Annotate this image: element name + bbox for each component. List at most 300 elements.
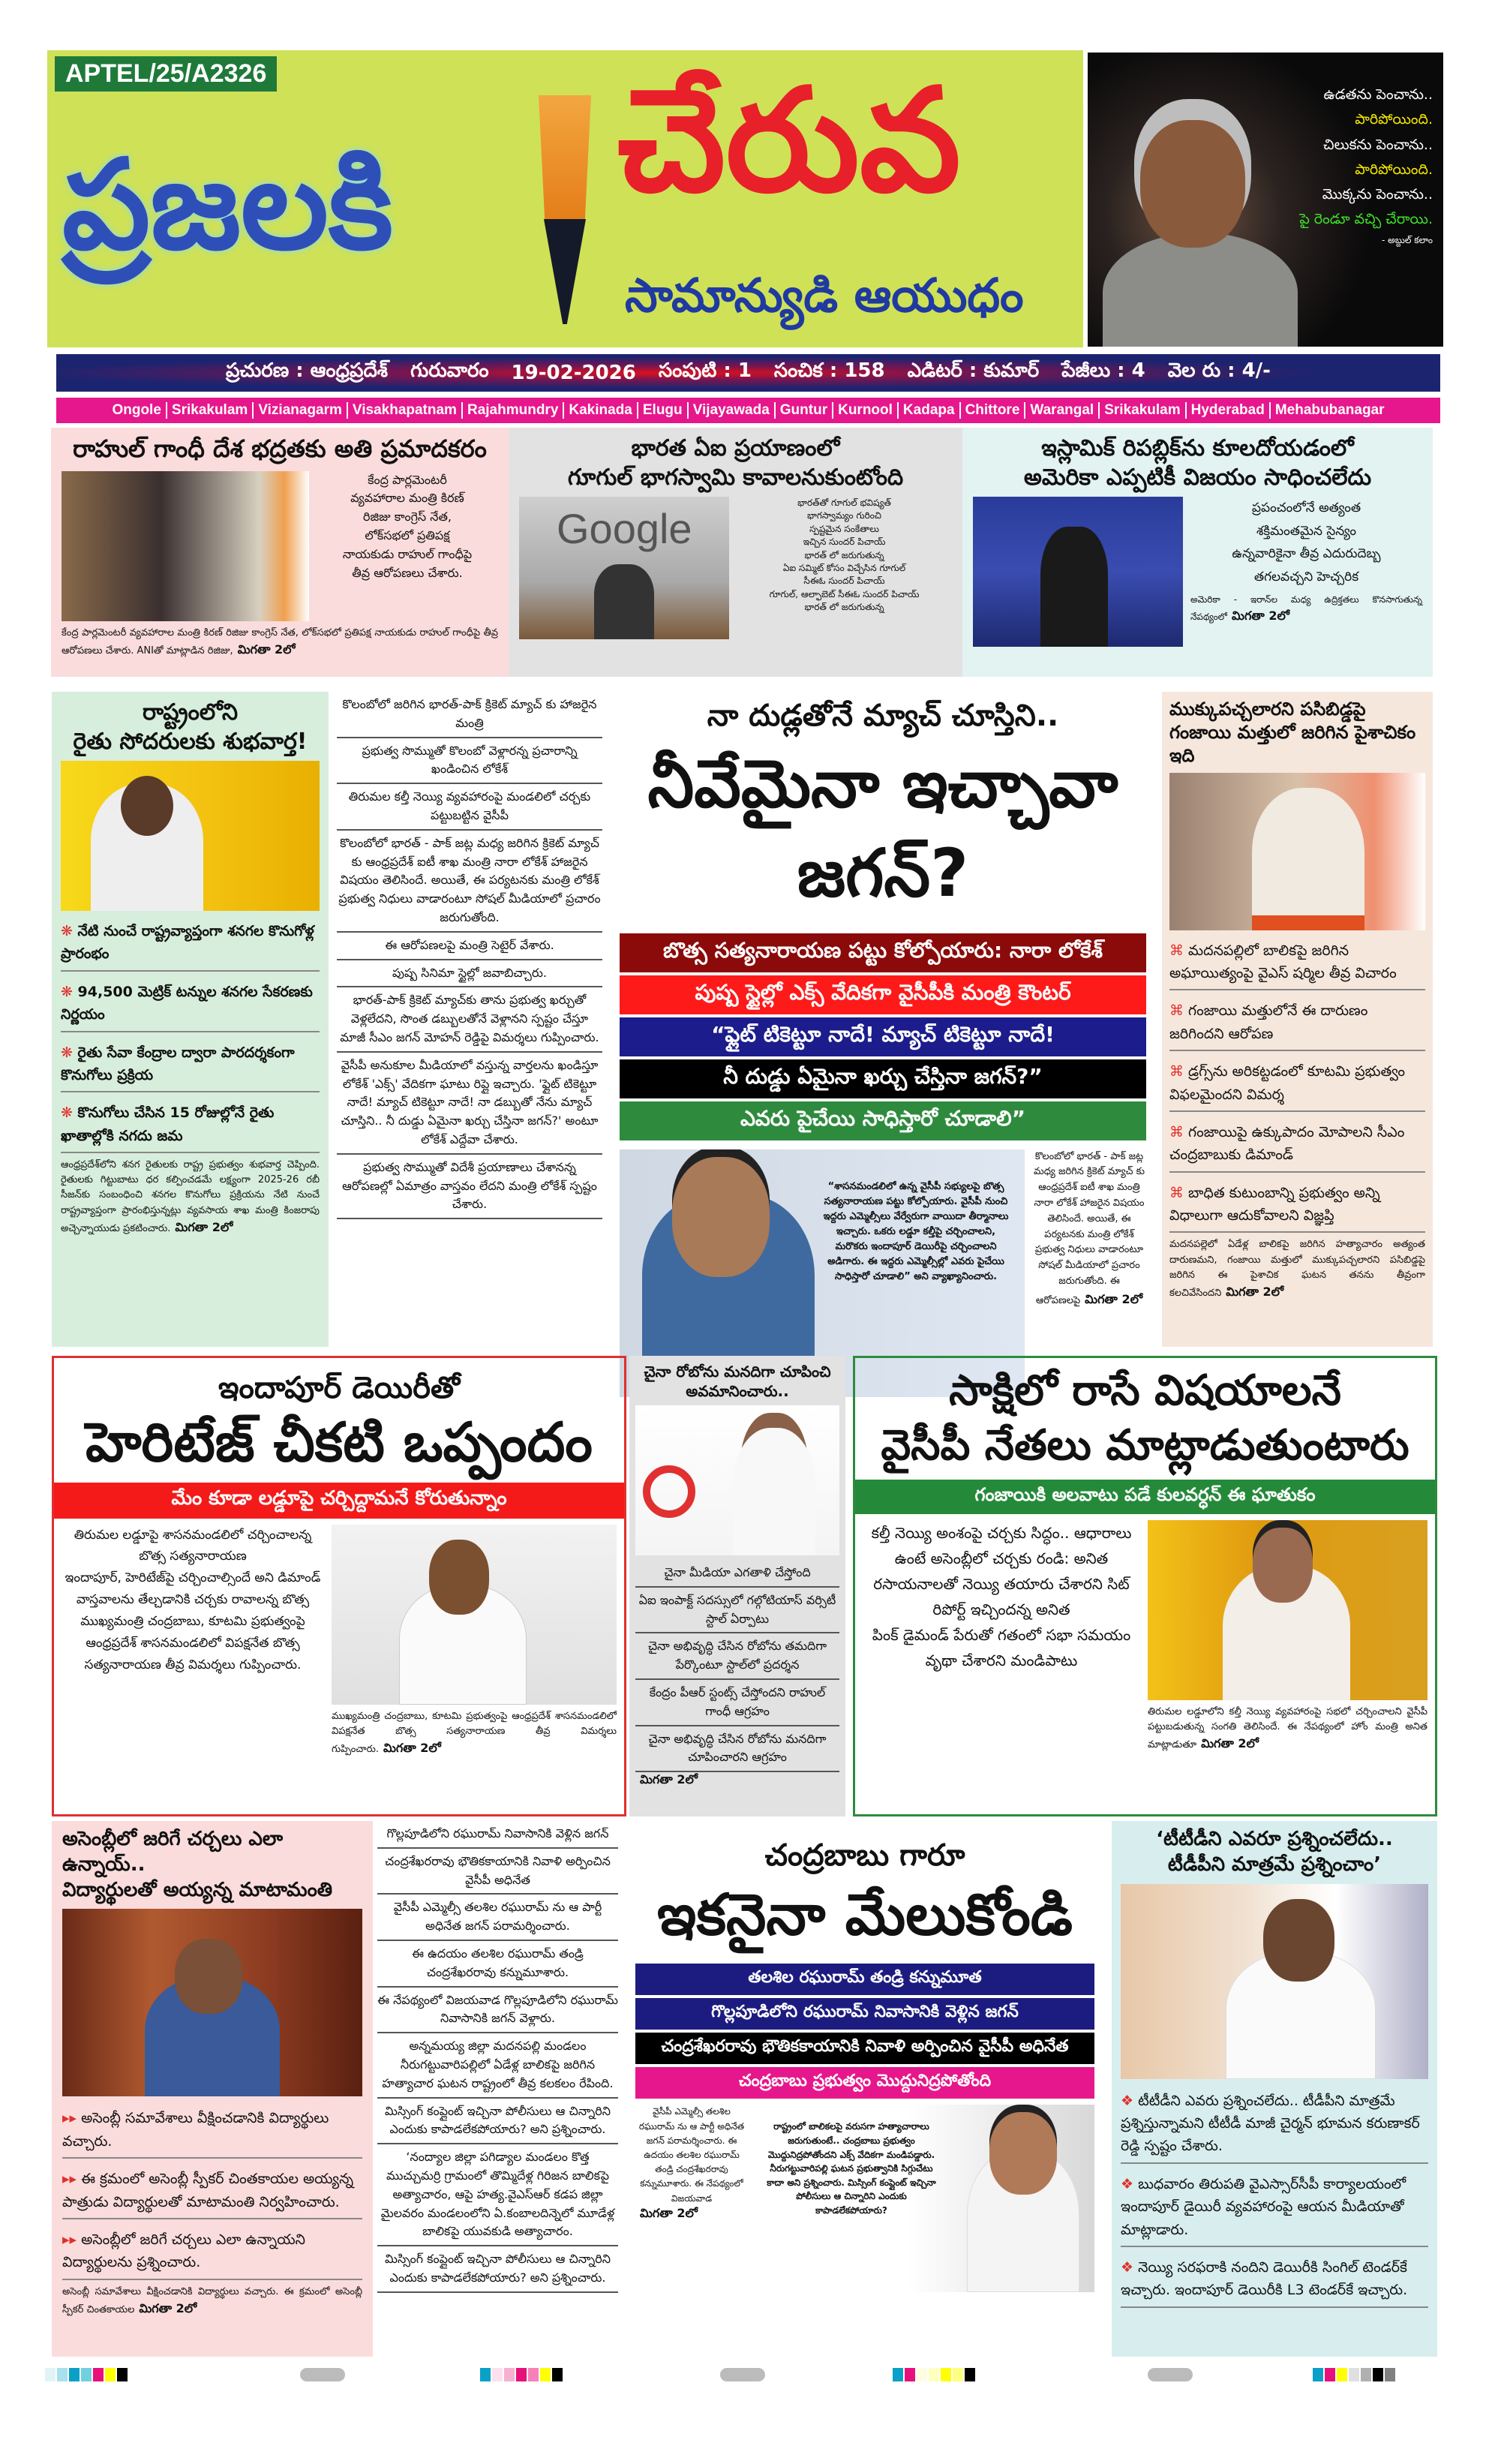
item-text: నాయకుడు రాహుల్ గాంధీపై bbox=[342, 546, 473, 561]
continued-label[interactable]: మిగతా 2లో bbox=[383, 1740, 441, 1755]
item-text: వైసీపీ ఎమ్మెల్సీ తలశిల రఘురామ్ ను ఆ పార్టీ అధినేత జగన్ పరామర్శించారు. bbox=[393, 1900, 602, 1934]
bullet-item bbox=[1169, 1177, 1425, 1234]
publication-place: ప్రచురణ : ఆంధ్రప్రదేశ్ bbox=[226, 359, 389, 382]
bullet-icon: ❋ bbox=[61, 983, 78, 1000]
item-text: Guntur bbox=[779, 402, 828, 418]
item-text: వాస్తవాలను తేల్చడానికి చర్చకు రావాలన్న బొత్స bbox=[76, 1592, 310, 1608]
city-link[interactable] bbox=[563, 402, 636, 419]
bullet-icon: ❖ bbox=[1121, 2175, 1139, 2192]
bullet-item bbox=[1121, 2252, 1428, 2308]
item-text: అసెంబ్లీ సమావేశాలు వీక్షించడానికి విద్యార్థులు వచ్చారు. bbox=[62, 2110, 329, 2150]
body-text: కేంద్ర పార్లమెంటరీ వ్యవహారాల మంత్రి కిరణ్ రిజిజు కాంగ్రెస్ నేత, లోక్‌సభలో ప్రతిపక్ష నాయకుడు రాహుల్ గాంధీపై తీవ్ర ఆరోపణలు చేశారు. ANIతో మాట్లాడిన రిజిజు, bbox=[62, 627, 498, 657]
item-text: కేంద్ర పార్లమెంటరీ bbox=[368, 472, 447, 487]
article-cbn-wake-up bbox=[626, 1821, 1103, 2357]
text-line bbox=[317, 471, 498, 490]
photo-ys-jagan bbox=[754, 2105, 1094, 2292]
headline[interactable]: నీవేమైనా ఇచ్చావా జగన్? bbox=[647, 745, 1118, 912]
side-text bbox=[863, 1520, 1140, 1753]
bullet-item bbox=[1169, 1116, 1425, 1173]
lokesh-column-text bbox=[337, 692, 602, 1347]
body bbox=[1169, 1237, 1425, 1301]
bullet-item bbox=[1121, 2085, 1428, 2164]
body-text: అమెరికా - ఇరాన్‌ల మధ్య ఉద్రిక్తతలు కొనసాగుతున్న నేపథ్యంలో bbox=[1190, 594, 1422, 622]
headline-strip bbox=[620, 1059, 1146, 1098]
bullet-icon: ▸▸ bbox=[62, 2171, 82, 2188]
photo-rahul-gandhi bbox=[635, 1405, 839, 1555]
text-paragraph bbox=[377, 1941, 618, 1988]
article-google-ai bbox=[509, 428, 962, 677]
headline-strip: గంజాయికి అలవాటు పడే కులవర్ధన్ ఈ ఘాతుకం bbox=[855, 1480, 1435, 1514]
item-text: ముఖ్యమంత్రి చంద్రబాబు, కూటమి ప్రభుత్వంపై ఆంధ్రప్రదేశ్ శాసనమండలిలో విపక్షనేత బొత్స సత్యనారాయణ తీవ్ర విమర్శలు గుప్పించారు. bbox=[80, 1614, 305, 1672]
bullet-list bbox=[62, 2102, 362, 2279]
text-line bbox=[635, 1680, 839, 1726]
city-link[interactable] bbox=[1185, 402, 1269, 419]
item-text: కొనుగోలు చేసిన 15 రోజుల్లోనే రైతు ఖాతాల్లోకి నగదు జమ bbox=[61, 1104, 275, 1144]
headline[interactable]: సాక్షిలో రాసే విషయాలనే వైసీపీ నేతలు మాట్లాడుతుంటారు bbox=[881, 1366, 1409, 1470]
headline[interactable]: చైనా రోబోను మనదిగా చూపించి అవమానించారు.. bbox=[644, 1363, 831, 1400]
item-text: ఈ ఆరోపణలపై మంత్రి సెటైర్ వేశారు. bbox=[385, 937, 554, 952]
text-paragraph bbox=[337, 933, 602, 960]
quote-line: మొక్కను పెంచాను.. bbox=[1322, 186, 1433, 203]
item-text: భారత్ లో జరుగుతున్న bbox=[804, 549, 884, 560]
caption-text: ముఖ్యమంత్రి చంద్రబాబు, కూటమి ప్రభుత్వంపై ఆంధ్రప్రదేశ్ శాసనమండలిలో విపక్షనేత బొత్స సత్యనారాయణ తీవ్ర విమర్శలు గుప్పించారు. bbox=[332, 1710, 617, 1755]
text-paragraph bbox=[337, 1053, 602, 1155]
headline[interactable]: ఇకనైనా మేలుకోండి bbox=[656, 1881, 1073, 1948]
text-line bbox=[62, 1567, 324, 1589]
item-text: Chittore bbox=[965, 402, 1020, 418]
item-text: రిజిజు కాంగ్రెస్ నేత, bbox=[363, 509, 452, 524]
item-text: సీఈఓ సుందర్ పిచాయ్ bbox=[803, 575, 885, 587]
item-text: తగలవచ్చని హెచ్చరిక bbox=[1253, 569, 1359, 584]
item-text: లోక్‌సభలో ప్రతిపక్ష bbox=[365, 527, 450, 542]
item-text: Kadapa bbox=[902, 402, 955, 418]
text-paragraph bbox=[377, 2246, 618, 2293]
photo-khamenei bbox=[973, 497, 1183, 647]
print-registration-marks bbox=[45, 2368, 1448, 2381]
item-text: స్పష్టమైన సంకేతాలు bbox=[809, 523, 879, 534]
item-text: ఉన్నవారికైనా తీవ్ర ఎదురుదెబ్బ bbox=[1232, 546, 1381, 562]
text-paragraph bbox=[337, 692, 602, 738]
item-text: భారత్‌తో గూగుల్ భవిష్యత్ bbox=[797, 497, 891, 508]
item-text: మదనపల్లిలో బాలికపై జరిగిన అఘాయిత్యంపై వైఎస్ షర్మిల తీవ్ర విచారం bbox=[1169, 942, 1397, 981]
article-sakshi-anitha bbox=[853, 1356, 1437, 1816]
bullet-icon: ❋ bbox=[61, 1044, 78, 1061]
item-text: తిరుమల లడ్డూపై శాసనమండలిలో చర్చించాలన్న బొత్స సత్యనారాయణ bbox=[74, 1527, 312, 1564]
text-line bbox=[635, 1726, 839, 1773]
item-text: Visakhapatnam bbox=[352, 402, 457, 418]
city-link[interactable] bbox=[461, 402, 563, 419]
item-text: 94,500 మెట్రిక్ టన్నుల శనగల సేకరణకు నిర్ణయం bbox=[61, 983, 313, 1023]
quote-line: పారిపోయింది. bbox=[1355, 161, 1433, 178]
item-text: తిరుమల కల్తీ నెయ్యి వ్యవహారంపై మండలిలో చర్చకు పట్టుబట్టిన వైసీపీ bbox=[348, 789, 591, 822]
item-text: చంద్రబాబు ప్రభుత్వం మొద్దునిద్రపోతోంది bbox=[738, 2072, 992, 2091]
article-sharmila bbox=[1162, 692, 1433, 1347]
text-line bbox=[62, 1525, 324, 1568]
side-text bbox=[1190, 497, 1422, 588]
item-text: నీ దుడ్డు ఏమైనా ఖర్చు చేస్తినా జగన్?” bbox=[723, 1063, 1043, 1089]
continued-label[interactable]: మిగతా 2లో bbox=[1226, 1284, 1284, 1299]
photo-sundar-pichai bbox=[519, 497, 729, 639]
bullet-icon: ▸▸ bbox=[62, 2110, 82, 2127]
price: వెల రు : 4/- bbox=[1167, 359, 1271, 382]
text-line bbox=[1190, 566, 1422, 589]
item-text: వ్యవహారాల మంత్రి కిరణ్ bbox=[350, 491, 464, 506]
quote-line: పారిపోయింది. bbox=[1355, 111, 1433, 128]
headline-strip bbox=[620, 933, 1146, 972]
item-text: టీటీడీని ఎవరు ప్రశ్నించలేదు.. టీడీపీని మాత్రమే ప్రశ్నిస్తున్నామని టీటీడీ మాజీ చైర్మన్ భూమన కరుణాకర్ రెడ్డి స్పష్టం చేశారు. bbox=[1121, 2092, 1420, 2155]
text-line bbox=[62, 1589, 324, 1611]
text-paragraph bbox=[377, 1895, 618, 1941]
china-lines bbox=[635, 1560, 839, 1772]
headline-strip bbox=[620, 975, 1146, 1014]
article-china-robot bbox=[629, 1356, 845, 1816]
registration-number: APTEL/25/A2326 bbox=[55, 56, 277, 92]
caption bbox=[1148, 1705, 1427, 1753]
city-link[interactable] bbox=[347, 402, 461, 419]
issue-number: సంచిక : 158 bbox=[773, 359, 885, 382]
item-text: బుధవారం తిరుపతి వైఎస్సార్‌సీపీ కార్యాలయంలో ఇందాపూర్ డైయిరీ వ్యవహారంపై ఆయన మీడియాతో మాట్లాడారు. bbox=[1121, 2175, 1406, 2238]
cities-bar bbox=[56, 398, 1440, 423]
item-text: Kakinada bbox=[569, 402, 632, 418]
lokesh-quote: “శాసనమండలిలో ఉన్న వైసీపీ సభ్యులపై బొత్స సత్యనారాయణ పట్టు కోల్పోయారు. వైసీపీ నుంచి ఇద్దరు ఎమ్మెల్సీలు వేర్వేరుగా వాయిదా తీర్మానాలు ఇచ్చారు. ఒకరు లడ్డూ కల్తీపై చర్చించాలని, మరొకరు ఇందాపూర్ డెయిరీపై చర్చించాలని అడిగారు. ఈ ఇద్దరు ఎమ్మెల్సీల్లో ఎవరు పైచేయి సాధిస్తారో చూడాలి” అని వ్యాఖ్యానించారు. bbox=[823, 1180, 1009, 1283]
item-text: ‘నంద్యాల జిల్లా పగిడ్యాల మండలం కొత్త ముచ్చుమర్రి గ్రామంలో తొమ్మిదేళ్ల గిరిజన బాలికపై అత్యాచారం, ఆపై హత్య.వైఎస్‌ఆర్ కడప జిల్లా మైలవరం మండలంలోని ఏ.కంబాలదిన్నెలో మూడేళ్ల బాలికపై యువకుడి అత్యాచారం. bbox=[380, 2150, 615, 2239]
text-line bbox=[863, 1622, 1140, 1673]
caption bbox=[332, 1709, 617, 1758]
item-text: Kurnool bbox=[838, 402, 893, 418]
bullet-icon: ⌘ bbox=[1169, 1184, 1189, 1201]
item-text: Rajahmundry bbox=[467, 402, 559, 418]
article-heritage bbox=[52, 1356, 626, 1816]
body bbox=[62, 626, 498, 660]
item-text: Vizianagarm bbox=[258, 402, 342, 418]
headline-strip bbox=[635, 1964, 1094, 1995]
city-link[interactable] bbox=[832, 402, 897, 419]
quote-author: - అబ్దుల్ కలాం bbox=[1382, 234, 1433, 245]
side-text bbox=[62, 1525, 324, 1758]
photo-atchannaidu bbox=[61, 761, 320, 911]
text-paragraph bbox=[337, 960, 602, 988]
bullet-icon: ⌘ bbox=[1169, 1002, 1189, 1020]
bullet-icon: ❋ bbox=[61, 923, 78, 939]
city-link[interactable] bbox=[1269, 402, 1389, 419]
bullet-icon: ❋ bbox=[61, 1104, 78, 1122]
bullet-item bbox=[62, 2224, 362, 2280]
article-farmers bbox=[52, 692, 329, 1347]
city-link[interactable] bbox=[959, 402, 1025, 419]
city-link[interactable] bbox=[252, 402, 347, 419]
item-text: చైనా అభివృద్ధి చేసిన రోబోను తమదిగా పేర్కొంటూ స్టాల్‌లో ప్రదర్శన bbox=[647, 1639, 827, 1672]
item-text: Warangal bbox=[1030, 402, 1094, 418]
headline[interactable]: రాష్ట్రంలోని రైతు సోదరులకు శుభవార్త! bbox=[73, 699, 308, 755]
item-text: పింక్ డైమండ్ పేరుతో గతంలో సభా సమయం వృథా చేశారని మండిపాటు bbox=[872, 1625, 1131, 1669]
city-link[interactable] bbox=[897, 402, 959, 419]
side-text bbox=[317, 471, 498, 621]
body-text: ఆంధ్రప్రదేశ్‌లోని శనగ రైతులకు రాష్ట్ర ప్రభుత్వం శుభవార్త చెప్పింది. రైతులకు గిట్టుబాటు ధర కల్పించడమే లక్ష్యంగా 2025-26 రబీ సీజన్‌కు సంబంధించి శనగల కొనుగోలు ప్రక్రియను నేటి నుంచే రాష్ట్రవ్యాప్తంగా ప్రారంభిస్తున్నట్లు వ్యవసాయ శాఖ మంత్రి కింజరాపు అచ్చెన్నాయుడు ప్రకటించారు. bbox=[61, 1159, 320, 1234]
bullet-item bbox=[61, 915, 320, 972]
item-text: చంద్రశేఖరరావు భౌతికకాయానికి నివాళి అర్పించిన వైసీపీ అధినేత bbox=[385, 1853, 611, 1887]
item-text: మిస్సింగ్ కంప్లైంట్ ఇచ్చినా పోలీసులు ఆ చిన్నారిని ఎందుకు కాపాడలేకపోయారు? అని ప్రశ్నించారు. bbox=[385, 2252, 611, 2285]
item-text: ప్రపంచంలోనే అత్యంత bbox=[1251, 500, 1361, 515]
item-text: నేటి నుంచే రాష్ట్రవ్యాప్తంగా శనగల కొనుగోళ్ల ప్రారంభం bbox=[61, 923, 314, 963]
text-line bbox=[863, 1520, 1140, 1571]
headline[interactable]: ముక్కుపచ్చలారని పసిబిడ్డపై గంజాయి మత్తులో జరిగిన పైశాచికం ఇది bbox=[1169, 699, 1416, 767]
text-line bbox=[317, 508, 498, 527]
headline[interactable]: భారత ఏఐ ప్రయాణంలో గూగుల్ భాగస్వామి కావాలనుకుంటోంది bbox=[567, 435, 904, 491]
item-text: కొలంబోలో జరిగిన భారత్-పాక్ క్రికెట్ మ్యాచ్ కు హాజరైన మంత్రి bbox=[342, 697, 597, 730]
text-paragraph bbox=[337, 987, 602, 1052]
item-text: కొలంబోలో భారత్ - పాక్ జట్ల మధ్య జరిగిన క్రికెట్ మ్యాచ్ కు ఆంధ్రప్రదేశ్ ఐటీ శాఖ మంత్రి నారా లోకేశ్ హాజరైన విషయం తెలిసిందే. అయితే, ఈ పర్యటనకు మంత్రి లోకేశ్ ప్రభుత్వ నిధులు వాడారంటూ సోషల్ మీడియాలో ప్రచారం జరుగుతోంది. bbox=[338, 835, 601, 924]
item-text: గొల్లపూడిలోని రఘురామ్ నివాసానికి వెళ్లిన జగన్ bbox=[386, 1826, 609, 1840]
item-text: చంద్రశేఖరరావు భౌతికకాయానికి నివాళి అర్పించిన వైసీపీ అధినేత bbox=[661, 2037, 1069, 2057]
article-ttd-bhumana bbox=[1112, 1821, 1437, 2357]
item-text: Vijayawada bbox=[692, 402, 770, 418]
body-text: వైసీపీ ఎమ్మెల్సీ తలశిల రఘురామ్ ను ఆ పార్టీ అధినేత జగన్ పరామర్శించారు. ఈ ఉదయం తలశిల రఘురామ్ తండ్రి చంద్రశేఖరరావు కన్నుమూశారు. ఈ నేపథ్యంలో విజయవాడ bbox=[638, 2106, 745, 2204]
photo-kiren-rijiju bbox=[62, 471, 309, 621]
tagline: సామాన్యుడి ఆయుధం bbox=[625, 268, 1024, 323]
item-text: గొల్లపూడిలోని రఘురామ్ నివాసానికి వెళ్లిన జగన్ bbox=[711, 2003, 1019, 2022]
continued-label[interactable]: మిగతా 2లో bbox=[175, 1219, 233, 1234]
text-paragraph bbox=[377, 2099, 618, 2145]
item-text: ఇచ్చిన సుందర్ పిచాయ్ bbox=[803, 536, 886, 548]
masthead bbox=[47, 50, 1083, 347]
item-text: గంజాయి మత్తులోనే ఈ దారుణం జరిగిందని ఆరోపణ bbox=[1169, 1002, 1368, 1042]
text-paragraph bbox=[377, 1988, 618, 2034]
item-text: తీవ్ర ఆరోపణలు చేశారు. bbox=[352, 565, 463, 580]
item-text: అసెంబ్లీలో జరిగే చర్చలు ఎలా ఉన్నాయని విద్యార్థులను ప్రశ్నించారు. bbox=[62, 2231, 306, 2271]
headline-strip bbox=[635, 2067, 1094, 2099]
side-text bbox=[737, 497, 952, 639]
body bbox=[61, 1158, 320, 1237]
page-count: పేజీలు : 4 bbox=[1061, 359, 1145, 382]
text-line bbox=[635, 1633, 839, 1680]
headline-strip: మేం కూడా లడ్డూపై చర్చిద్దామనే కోరుతున్నాం bbox=[54, 1483, 624, 1519]
jagan-quote: రాష్ట్రంలో బాలికలపై వరుసగా హత్యాచారాలు జరుగుతుంటే.. చంద్రబాబు ప్రభుత్వం మొద్దునిద్రపోతోందని ఎక్స్ వేదికగా మండిపడ్డారు. నీరుగట్టువారిపల్లి ఘటన ప్రభుత్వానికి సిగ్గుచేటు కాదా అని ప్రశ్నించారు. మిస్సింగ్ కంప్లైంట్ ఇచ్చినా పోలీసులు ఆ చిన్నారిని ఎందుకు కాపాడలేకపోయారు? bbox=[767, 2121, 936, 2216]
bullet-list bbox=[1169, 935, 1425, 1234]
item-text: భాగస్వామ్యం గురించి bbox=[807, 510, 881, 521]
item-text: ఏఐ సమ్మిట్ కోసం విచ్చేసిన గూగుల్ bbox=[782, 562, 906, 573]
bullet-list bbox=[1121, 2085, 1428, 2308]
title-part-2: చేరువ bbox=[617, 58, 961, 224]
continued-label[interactable]: మిగతా 2లో bbox=[640, 2205, 698, 2220]
editor: ఎడిటర్ : కుమార్ bbox=[907, 359, 1040, 382]
continued-label[interactable]: మిగతా 2లో bbox=[1085, 1291, 1143, 1306]
text-line bbox=[737, 509, 952, 522]
headline[interactable]: ‘టీటీడీని ఎవరూ ప్రశ్నించలేదు.. టీడీపీని మాత్రమే ప్రశ్నించాం’ bbox=[1156, 1828, 1393, 1876]
text-line bbox=[1190, 542, 1422, 566]
text-paragraph bbox=[337, 738, 602, 785]
city-link[interactable] bbox=[687, 402, 774, 419]
text-line bbox=[317, 545, 498, 564]
item-text: రైతు సేవా కేంద్రాల ద్వారా పారదర్శకంగా కొనుగోలు ప్రక్రియ bbox=[61, 1044, 295, 1083]
headline-strip bbox=[635, 1998, 1094, 2030]
text-line bbox=[62, 1611, 324, 1676]
text-line bbox=[737, 601, 952, 614]
google-logo-text: Google bbox=[557, 505, 692, 552]
bullet-item bbox=[1169, 935, 1425, 991]
bullet-item bbox=[1169, 1056, 1425, 1112]
quote-line: ఉడతను పెంచాను.. bbox=[1323, 86, 1433, 103]
bullet-icon: ⌘ bbox=[1169, 1063, 1189, 1080]
bullet-icon: ⌘ bbox=[1169, 942, 1189, 959]
photo-home-minister-anitha bbox=[1148, 1520, 1427, 1700]
item-text: చైనా మీడియా ఎగతాళి చేస్తోంది bbox=[664, 1565, 811, 1579]
body bbox=[1190, 593, 1422, 625]
volume: సంపుటి : 1 bbox=[658, 359, 752, 382]
headline[interactable]: రాహుల్ గాంధీ దేశ భద్రతకు అతి ప్రమాదకరం bbox=[73, 434, 487, 463]
bullet-item bbox=[62, 2102, 362, 2159]
photo-bhumana-karunakar-reddy bbox=[1121, 1884, 1428, 2079]
item-text: “ఫ్లైట్ టికెట్టూ నాదే! మ్యాచ్ టికెట్టూ నాదే! bbox=[711, 1021, 1055, 1047]
pen-nib-logo-icon bbox=[527, 95, 602, 335]
text-line bbox=[635, 1560, 839, 1588]
item-text: Ongole bbox=[112, 402, 161, 418]
article-rahul-security bbox=[51, 428, 509, 677]
text-line bbox=[1190, 497, 1422, 520]
continued-label[interactable]: మిగతా 2లో bbox=[1232, 608, 1289, 623]
text-paragraph bbox=[377, 1849, 618, 1895]
item-text: ఈ క్రమంలో అసెంబ్లీ స్పీకర్ చింతకాయల అయ్యన్న పాత్రుడు విద్యార్థులతో మాటామంతి నిర్వహించారు. bbox=[62, 2171, 354, 2210]
item-text: పుష్ప స్టైల్లో ఎక్స్ వేదికగా వైసీపీకి మంత్రి కౌంటర్ bbox=[695, 979, 1071, 1005]
bullet-icon: ▸▸ bbox=[62, 2231, 82, 2248]
text-line bbox=[737, 523, 952, 536]
article-lokesh-lead bbox=[611, 692, 1155, 1347]
item-text: ఎవరు పైచేయి సాధిస్తారో చూడాలి” bbox=[740, 1105, 1025, 1131]
body-text: కొలంబోలో భారత్ - పాక్ జట్ల మధ్య జరిగిన క్రికెట్ మ్యాచ్ కు ఆంధ్రప్రదేశ్ ఐటీ శాఖ మంత్రి నారా లోకేశ్ హాజరైన విషయం తెలిసిందే. అయితే, ఈ పర్యటనకు మంత్రి లోకేశ్ ప్రభుత్వ నిధులు వాడారంటూ సోషల్ మీడియాలో ప్రచారం జరుగుతోంది. ఈ ఆరోపణలపై bbox=[1034, 1150, 1145, 1306]
photo-speaker-ayyanna bbox=[62, 1909, 362, 2096]
text-paragraph bbox=[337, 1155, 602, 1219]
kicker: నా దుడ్లతోనే మ్యాచ్ చూస్తిని.. bbox=[707, 699, 1059, 733]
item-text: మిస్సింగ్ కంప్లైంట్ ఇచ్చినా పోలీసులు ఆ చిన్నారిని ఎందుకు కాపాడలేకపోయారు? అని ప్రశ్నించారు. bbox=[385, 2103, 611, 2137]
quote-line: పై రెండూ వచ్చి చేరాయి. bbox=[1299, 211, 1433, 228]
bullet-item bbox=[1121, 2168, 1428, 2247]
headline-strip bbox=[620, 1017, 1146, 1056]
item-text: ఇందాపూర్, హెరిటేజ్‌పై చర్చించాల్సిందే అని డిమాండ్ bbox=[65, 1570, 321, 1586]
text-line bbox=[317, 489, 498, 508]
item-text: కల్తీ నెయ్యి అంశంపై చర్చకు సిద్ధం.. ఆధారాలు ఉంటే అసెంబ్లీలో చర్చకు రండి: అనిత bbox=[871, 1523, 1132, 1567]
item-text: అన్నమయ్య జిల్లా మదనపల్లి మండలం నీరుగట్టువారిపల్లిలో ఏడేళ్ల బాలికపై జరిగిన హత్యాచార ఘటన రాష్ట్రంలో తీవ్ర కలకలం రేపింది. bbox=[382, 2039, 614, 2090]
text-paragraph bbox=[377, 2144, 618, 2246]
issue-info-bar bbox=[56, 354, 1440, 392]
photo-ys-sharmila bbox=[1169, 773, 1425, 930]
jagan-column-text bbox=[377, 1821, 618, 2357]
title-part-1: ప్రజలకి bbox=[62, 133, 394, 277]
headline-strip bbox=[635, 2033, 1094, 2064]
text-line bbox=[737, 562, 952, 575]
text-paragraph bbox=[337, 784, 602, 831]
text-line bbox=[737, 536, 952, 548]
photo-botcha-satyanarayana bbox=[332, 1525, 617, 1705]
text-line bbox=[737, 588, 952, 601]
kalam-quote-image bbox=[1088, 53, 1443, 347]
headline[interactable]: ఇస్లామిక్ రిపబ్లిక్‌ను కూలదోయడంలో అమెరికా ఎప్పటికీ విజయం సాధించలేదు bbox=[1023, 435, 1372, 491]
bullet-item bbox=[61, 976, 320, 1032]
item-text: వైసీపీ అనుకూల మీడియాలో వస్తున్న వార్తలను ఖండిస్తూ లోకేశ్ 'ఎక్స్' వేదికగా ఘాటు రిప్లై ఇచ్చారు. 'ఫ్లైట్ టికెట్టూ నాదే! మ్యాచ్ టికెట్టూ నాదే! నా డబ్బుతో నేను మ్యాచ్ చూస్తిని.. నీ దుడ్డు ఏమైనా ఖర్చు చేస్తినా జగన్?' అంటూ లోకేశ్ ఎద్దేవా చేశారు. bbox=[341, 1057, 599, 1146]
bullet-icon: ⌘ bbox=[1169, 1123, 1189, 1140]
kicker: ఇందాపూర్ డెయిరీతో bbox=[218, 1371, 460, 1405]
strip-list bbox=[620, 933, 1146, 1140]
quote-text bbox=[1268, 83, 1433, 248]
continued-label[interactable]: మిగతా 2లో bbox=[640, 1772, 698, 1787]
headline[interactable]: హెరిటేజ్ చీకటి ఒప్పందం bbox=[86, 1411, 593, 1474]
city-link[interactable] bbox=[166, 402, 252, 419]
text-line bbox=[1190, 520, 1422, 543]
bullet-list bbox=[61, 915, 320, 1153]
item-text: Mehabubanagar bbox=[1274, 402, 1385, 418]
text-paragraph bbox=[377, 1821, 618, 1849]
article-assembly-students bbox=[52, 1821, 373, 2357]
city-link[interactable] bbox=[774, 402, 832, 419]
item-text: Elugu bbox=[642, 402, 683, 418]
city-link[interactable] bbox=[1098, 402, 1184, 419]
headline-strip bbox=[620, 1101, 1146, 1140]
item-text: ఈ ఉదయం తలశిల రఘురామ్ తండ్రి చంద్రశేఖరరావు కన్నుమూశారు. bbox=[412, 1946, 584, 1979]
text-line bbox=[737, 575, 952, 587]
bullet-icon: ❖ bbox=[1121, 2258, 1139, 2276]
city-link[interactable] bbox=[1024, 402, 1098, 419]
item-text: Srikakulam bbox=[1104, 402, 1181, 418]
issue-date: 19-02-2026 bbox=[511, 362, 636, 384]
caption-text: తిరుమల లడ్డూలోని కల్తీ నెయ్యి వ్యవహారంపై సభలో చర్చించాలని వైసీపీ పట్టుబడుతున్న సంగతి తెలిసిందే. ఈ నేపథ్యంలో హోం మంత్రి అనిత మాట్లాడుతూ bbox=[1148, 1705, 1427, 1750]
article-iran-us bbox=[962, 428, 1433, 677]
item-text: నెయ్యి సరఫరాకి నందిని డెయిరీకి సింగిల్ టెండర్‌కే ఇచ్చారు. ఇందాపూర్ డెయిరీకి L3 టెండర్‌కే ఇచ్చారు. bbox=[1121, 2258, 1408, 2299]
bullet-item bbox=[62, 2163, 362, 2219]
text-paragraph bbox=[337, 831, 602, 933]
item-text: తలశిల రఘురామ్ తండ్రి కన్నుమూత bbox=[748, 1968, 982, 1988]
text-line bbox=[737, 549, 952, 562]
weekday: గురువారం bbox=[410, 359, 489, 382]
city-link[interactable] bbox=[107, 402, 165, 419]
item-text: ఏఐ ఇంపాక్ట్ సదస్సులో గల్గోటియాస్ వర్సిటీ స్టాల్ ఏర్పాటు bbox=[638, 1592, 836, 1626]
item-text: ప్రభుత్వ సొమ్ముతో కొలంబో వెళ్లారన్న ప్రచారాన్ని ఖండించిన లోకేశ్ bbox=[362, 743, 578, 777]
item-text: కేంద్రం పీఆర్ స్టంట్స్ చేస్తోందని రాహుల్ గాంధీ ఆగ్రహం bbox=[649, 1684, 826, 1718]
item-text: చైనా అభివృద్ధి చేసిన రోబోను మనదిగా చూపించారని ఆగ్రహం bbox=[648, 1731, 827, 1765]
item-text: బొత్స సత్యనారాయణ పట్టు కోల్పోయారు: నారా లోకేశ్ bbox=[663, 937, 1103, 963]
item-text: గూగుల్, ఆల్ఫాబెట్ సీఈఓ సుందర్ పిచాయ్ bbox=[769, 588, 920, 599]
item-text: భారత్ లో జరుగుతున్న bbox=[804, 602, 884, 613]
bullet-item bbox=[61, 1097, 320, 1153]
quote-line: చిలుకను పెంచాను.. bbox=[1323, 136, 1433, 153]
bullet-item bbox=[1169, 995, 1425, 1051]
item-text: ప్రభుత్వ సొమ్ముతో విదేశీ ప్రయాణాలు చేశానన్న ఆరోపణల్లో ఏమాత్రం వాస్తవం లేదని మంత్రి లోకేశ్ స్పష్టం చేశారు. bbox=[342, 1159, 597, 1212]
body bbox=[62, 2285, 362, 2318]
continued-label[interactable]: మిగతా 2లో bbox=[1201, 1735, 1259, 1750]
continued-label[interactable]: మిగతా 2లో bbox=[237, 642, 296, 657]
kicker: చంద్రబాబు గారూ bbox=[764, 1838, 965, 1873]
item-text: పుష్ప సినిమా స్టైల్లో జవాబిచ్చారు. bbox=[392, 965, 548, 980]
item-text: గంజాయిపై ఉక్కుపాదం మోపాలని సీఎం చంద్రబాబుకు డిమాండ్ bbox=[1169, 1123, 1405, 1164]
text-line bbox=[317, 527, 498, 545]
strip-list bbox=[635, 1964, 1094, 2099]
item-text: బాధిత కుటుంబాన్ని ప్రభుత్వం అన్ని విధాలుగా ఆదుకోవాలని విజ్ఞప్తి bbox=[1169, 1184, 1380, 1224]
text-paragraph bbox=[377, 2033, 618, 2098]
bullet-item bbox=[61, 1037, 320, 1093]
text-line bbox=[863, 1571, 1140, 1622]
text-line bbox=[317, 564, 498, 583]
bullet-icon: ❖ bbox=[1121, 2092, 1139, 2109]
item-text: శక్తిమంతమైన సైన్యం bbox=[1256, 523, 1357, 539]
text-line bbox=[635, 1588, 839, 1634]
body-text: మదనపల్లెలో ఏడేళ్ల బాలికపై జరిగిన హత్యాచారం అత్యంత దారుణమని, గంజాయి మత్తులో ముక్కుపచ్చలారని పసిబిడ్డపై జరిగిన ఈ పైశాచిక ఘటన తనను తీవ్రంగా కలచివేసిందని bbox=[1169, 1239, 1425, 1299]
text-line bbox=[737, 497, 952, 509]
headline[interactable]: అసెంబ్లీలో జరిగే చర్చలు ఎలా ఉన్నాయ్.. విద్యార్థులతో అయ్యన్న మాటామంతి bbox=[62, 1828, 333, 1901]
item-text: డ్రగ్స్‌ను అరికట్టడంలో కూటమి ప్రభుత్వం విఫలమైందని విమర్శ bbox=[1169, 1063, 1406, 1103]
item-text: Hyderabad bbox=[1190, 402, 1265, 418]
body-text: అసెంబ్లీ సమావేశాలు వీక్షించడానికి విద్యార్థులు వచ్చారు. ఈ క్రమంలో అసెంబ్లీ స్పీకర్ చింతకాయల bbox=[62, 2285, 362, 2315]
continued-label[interactable]: మిగతా 2లో bbox=[139, 2300, 197, 2315]
side-column bbox=[635, 2105, 748, 2292]
item-text: భారత్-పాక్ క్రికెట్ మ్యాచ్‌కు తాను ప్రభుత్వ ఖర్చుతో వెళ్లలేదని, సొంత డబ్బులతోనే వెళ్లానని స్పష్టం చేస్తూ మాజీ సీఎం జగన్ మోహన్ రెడ్డిపై విమర్శలు గుప్పించారు. bbox=[340, 993, 599, 1044]
city-link[interactable] bbox=[637, 402, 687, 419]
